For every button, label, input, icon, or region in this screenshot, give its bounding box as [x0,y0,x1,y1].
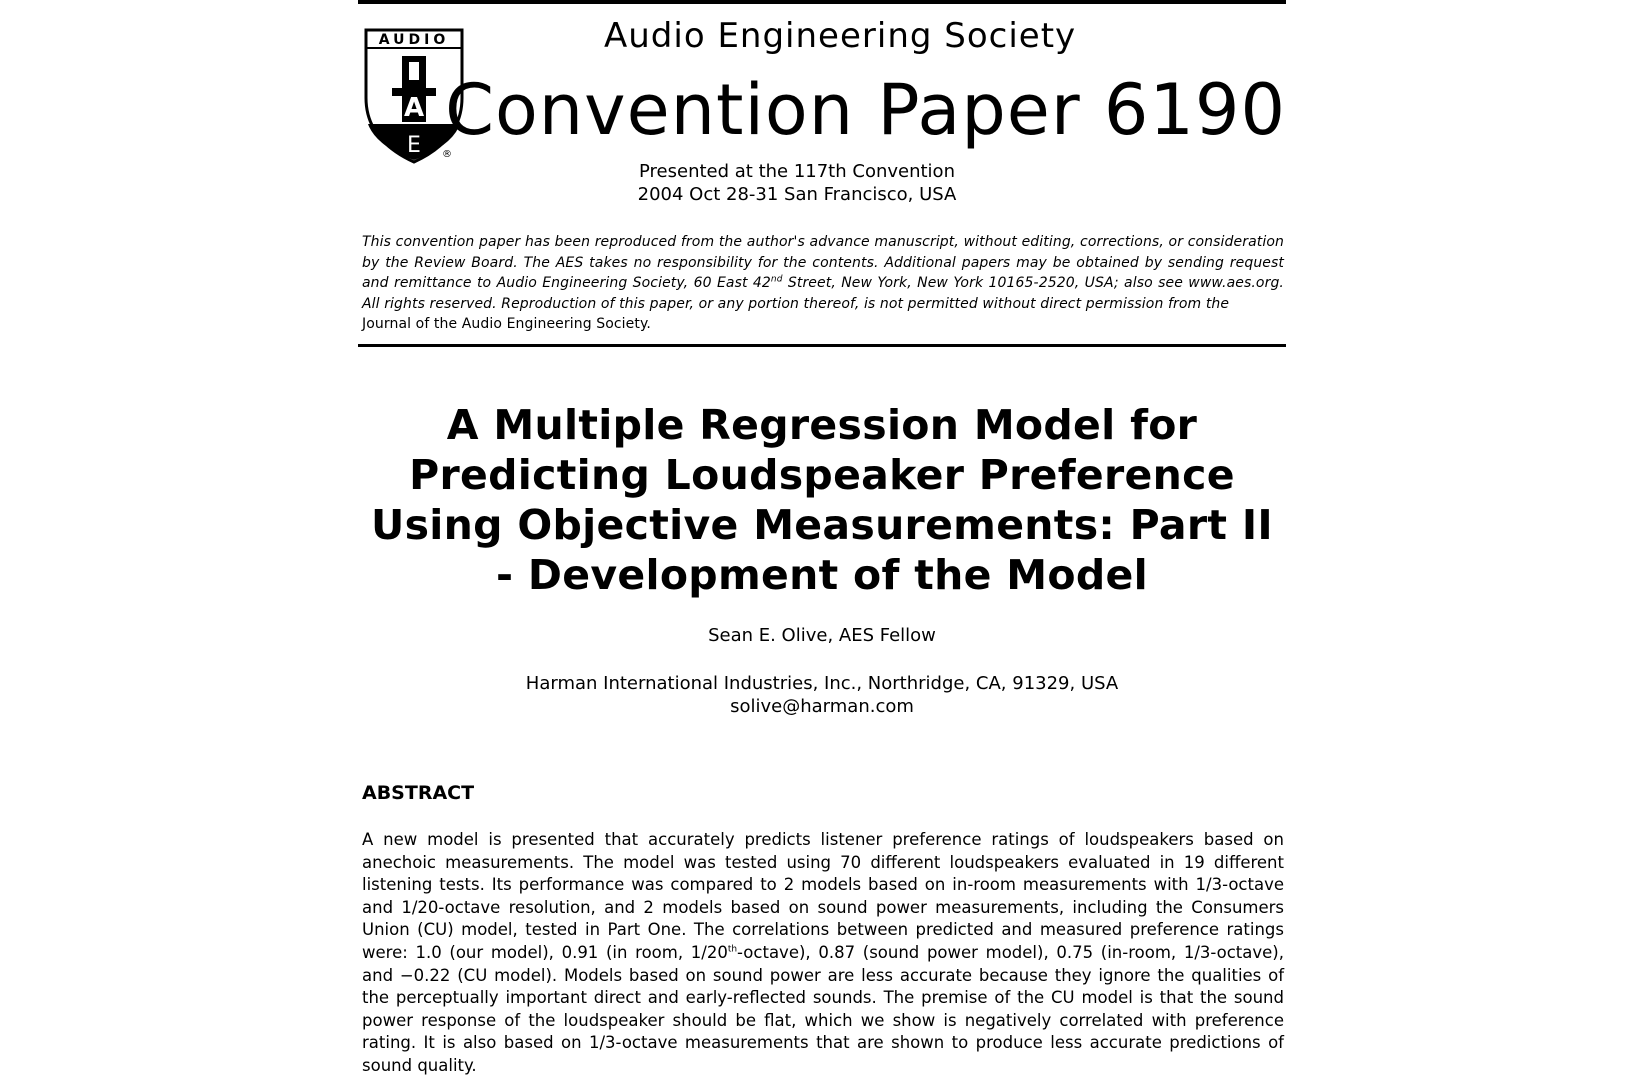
logo-word: AUDIO [378,32,450,48]
top-rule [358,0,1286,4]
registered-mark: ® [442,149,452,160]
disclaimer-journal: Journal of the Audio Engineering Society. [362,316,651,332]
affiliation: Harman International Industries, Inc., Northridge, CA, 91329, USA [525,673,1119,694]
society-name: Audio Engineering Society [604,16,1077,56]
paper-title: A Multiple Regression Model for Predicting Loudspeaker Preference Using Objective Measurements: Part II - Development of the Model [371,401,1273,599]
presented-at [358,160,1286,206]
abstract-heading: ABSTRACT [362,782,475,804]
author: Sean E. Olive, AES Fellow [708,625,936,646]
convention-paper-title: Convention Paper 6190 [445,69,1286,151]
logo-letter-e: E [407,133,421,158]
presented-line-1: Presented at the 117th Convention [639,161,955,182]
disclaimer: This convention paper has been reproduced from the author's advance manuscript, without editing, corrections, or consideration by the Review Board. The AES takes no responsibility for the contents. Additional papers may be obtained by sending request and remittance to Audio Engineering Society, 60 East 42nd Street, New York, New York 10165-2520, USA; also see www.aes.org. All rights reserved. Reproduction of this paper, or any portion thereof, is not permitted without direct permission from the Journal of the Audio Engineering Society. [362,234,1284,332]
abstract-text: A new model is presented that accurately predicts listener preference ratings of loudspeakers based on anechoic measurements. The model was tested using 70 different loudspeakers evaluated in 19 different listening tests. Its performance was compared to 2 models based on in-room measurements with 1/3-octave and 1/20-octave resolution, and 2 models based on sound power measurements, including the Consumers Union (CU) model, tested in Part One. The correlations between predicted and measured preference ratings were: 1.0 (our model), 0.91 (in room, 1/20th-octave), 0.87 (sound power model), 0.75 (in-room, 1/3-octave), and −0.22 (CU model). Models based on sound power are less accurate because they ignore the qualities of the perceptually important direct and early-reflected sounds. The premise of the CU model is that the sound power response of the loudspeaker should be flat, which we show is negatively correlated with preference rating. It is also based on 1/3-octave measurements that are shown to produce less accurate predictions of sound quality. [362,830,1284,1075]
logo-letter-a: A [403,93,425,123]
mid-rule [358,344,1286,347]
paper-page [358,0,1286,1080]
affiliation-block [358,672,1286,718]
email: solive@harman.com [730,696,914,717]
presented-line-2: 2004 Oct 28-31 San Francisco, USA [637,184,957,205]
